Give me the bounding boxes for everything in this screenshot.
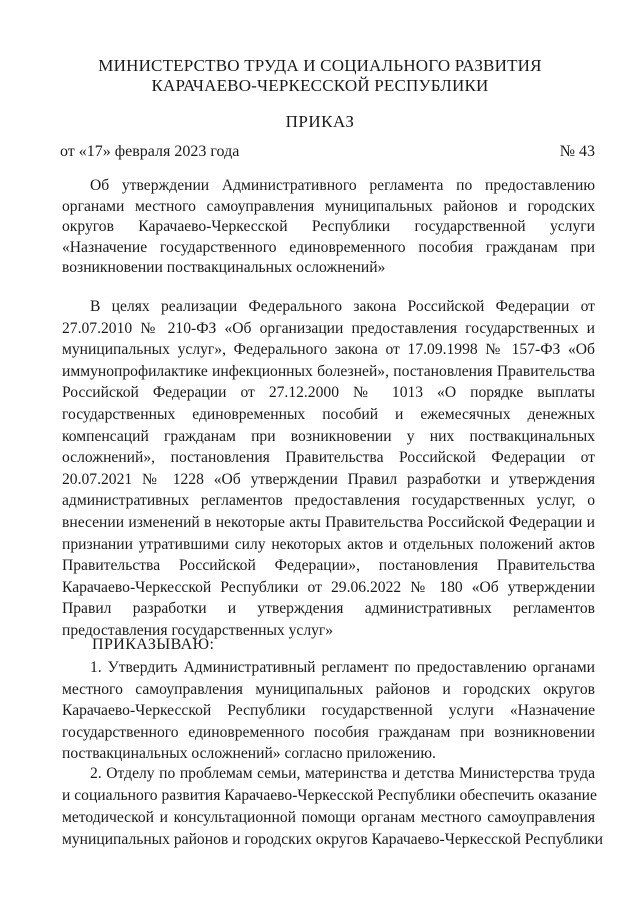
preamble-line: муниципальных услуг», Федерального закона от 17.09.1998 № 157-ФЗ «Об (62, 341, 595, 359)
ministry-name-line2: КАРАЧАЕВО-ЧЕРКЕССКОЙ РЕСПУБЛИКИ (151, 76, 489, 95)
preamble-line: признании утратившими силу некоторых актов и отдельных положений актов (62, 535, 595, 553)
item1-line: поствакцинальных осложнений» согласно приложению. (62, 745, 436, 762)
preamble-line: В целях реализации Федерального закона Российской Федерации от (90, 298, 595, 315)
order-subject (62, 176, 595, 279)
preamble-line: административных регламентов предоставления государственных услуг, о (62, 492, 595, 510)
item1-line: государственного единовременного пособия гражданам при возникновении (62, 723, 595, 741)
preamble-line: компенсаций гражданам при возникновении у них поствакцинальных (62, 427, 595, 445)
preamble-line: осложнений», постановления Правительства Российской Федерации от (62, 449, 595, 467)
order-number: № 43 (559, 143, 595, 160)
subject-line: «Назначение государственного единовременного пособия гражданам при (62, 238, 595, 256)
subject-line: округов Карачаево-Черкесской Республики государственной услуги (62, 218, 595, 235)
preamble-line: 27.07.2010 № 210-ФЗ «Об организации предоставления государственных и (62, 319, 595, 337)
item2-line: и социального развития Карачаево-Черкесской Республики обеспечить оказание (62, 787, 597, 804)
item1-line: 1. Утвердить Административный регламент по предоставлению органами (90, 659, 595, 676)
order-date: от «17» февраля 2023 года (60, 143, 240, 160)
preamble-line: 20.07.2021 № 1228 «Об утверждении Правил разработки и утверждения (62, 470, 595, 488)
item2-line: методической и консультационной помощи органам местного самоуправления (62, 809, 595, 826)
decree-word: ПРИКАЗЫВАЮ: (92, 636, 215, 653)
subject-line: органами местного самоуправления муниципальных районов и городских (62, 197, 595, 215)
order-item-1 (62, 657, 595, 765)
preamble-line: иммунопрофилактике инфекционных болезней», постановления Правительства (62, 362, 595, 380)
preamble-line: государственных единовременных пособий и ежемесячных денежных (62, 405, 595, 423)
preamble-line: Российской Федерации от 27.12.2000 № 1013 «О порядке выплаты (62, 384, 595, 402)
preamble-line: Правительства Российской Федерации», постановления Правительства (62, 557, 595, 575)
item1-line: Карачаево-Черкесской Республики государственной услуги «Назначение (62, 702, 595, 719)
item2-line: 2. Отделу по проблемам семьи, материнства и детства Министерства труда (90, 765, 595, 782)
subject-line: возникновении поствакцинальных осложнений» (62, 259, 386, 276)
item2-line: муниципальных районов и городских округов Карачаево-Черкесской Республики (62, 831, 603, 848)
preamble-line: Правил разработки и утверждения административных регламентов (62, 600, 595, 618)
subject-line: Об утверждении Административного регламента по предоставлению (90, 177, 595, 194)
order-preamble (62, 296, 595, 642)
preamble-line: Карачаево-Черкесской Республики от 29.06.2022 № 180 «Об утверждении (62, 578, 595, 596)
item1-line: местного самоуправления муниципальных районов и городских округов (62, 680, 595, 698)
preamble-line: предоставления государственных услуг» (62, 621, 334, 639)
ministry-name-line1: МИНИСТЕРСТВО ТРУДА И СОЦИАЛЬНОГО РАЗВИТИЯ (98, 56, 542, 75)
document-type-title: ПРИКАЗ (285, 112, 355, 131)
order-item-2 (62, 763, 603, 851)
preamble-line: внесении изменений в некоторые акты Правительства Российской Федерации и (62, 513, 595, 531)
